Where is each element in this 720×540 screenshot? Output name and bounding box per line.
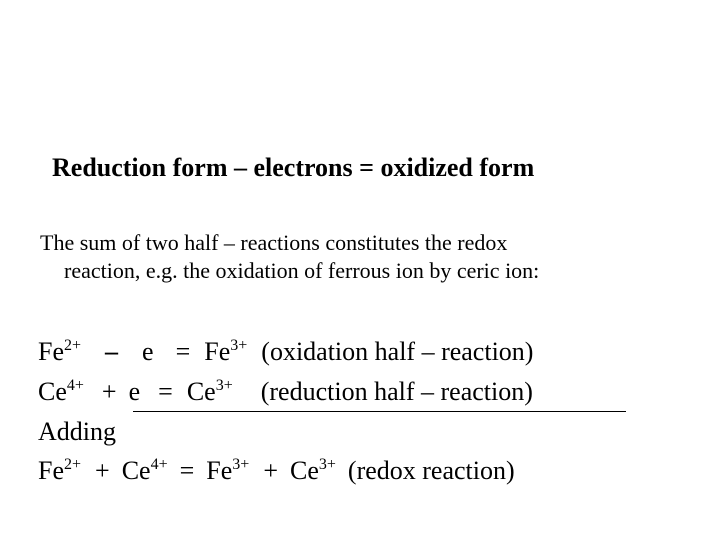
oxidation-note: (oxidation half – reaction) <box>261 337 534 366</box>
redox-note: (redox reaction) <box>347 456 515 485</box>
ce-symbol: Ce <box>121 456 151 485</box>
slide-heading: Reduction form – electrons = oxidized form <box>52 153 535 182</box>
fe3-symbol: Fe <box>204 337 231 366</box>
ce3-charge: 3+ <box>215 377 233 394</box>
equals-sign: = <box>179 456 195 485</box>
fe3-charge: 3+ <box>232 456 250 473</box>
fe3-charge: 3+ <box>230 337 248 354</box>
explanation-line-1: The sum of two half – reactions constitutes the redox <box>40 230 508 255</box>
explanation-line-2: reaction, e.g. the oxidation of ferrous ion by ceric ion: <box>64 258 540 283</box>
fe-charge: 2+ <box>64 337 82 354</box>
equals-sign: = <box>175 337 191 366</box>
explanation-paragraph <box>40 229 640 285</box>
plus-sign-2: + <box>263 456 278 485</box>
ce-charge: 4+ <box>150 456 168 473</box>
adding-label: Adding <box>38 417 116 446</box>
reduction-half-reaction <box>38 376 533 412</box>
overall-redox-reaction <box>38 455 515 491</box>
ce3-symbol: Ce <box>186 377 216 406</box>
ce-symbol: Ce <box>38 377 67 406</box>
fe-symbol: Fe <box>38 337 64 366</box>
reduction-note: (reduction half – reaction) <box>260 377 533 406</box>
ce3-charge: 3+ <box>318 456 336 473</box>
ce-charge: 4+ <box>66 377 84 394</box>
minus-sign: – <box>105 337 119 366</box>
fe-charge: 2+ <box>64 456 82 473</box>
sum-divider-line <box>133 411 626 412</box>
electron-symbol: e <box>142 337 154 366</box>
fe-symbol: Fe <box>38 456 64 485</box>
plus-sign: + <box>95 456 110 485</box>
fe3-symbol: Fe <box>206 456 233 485</box>
electron-symbol: e <box>128 377 141 406</box>
ce3-symbol: Ce <box>290 456 319 485</box>
equals-sign: = <box>158 377 173 406</box>
plus-sign: + <box>101 377 117 406</box>
oxidation-half-reaction <box>38 336 533 372</box>
